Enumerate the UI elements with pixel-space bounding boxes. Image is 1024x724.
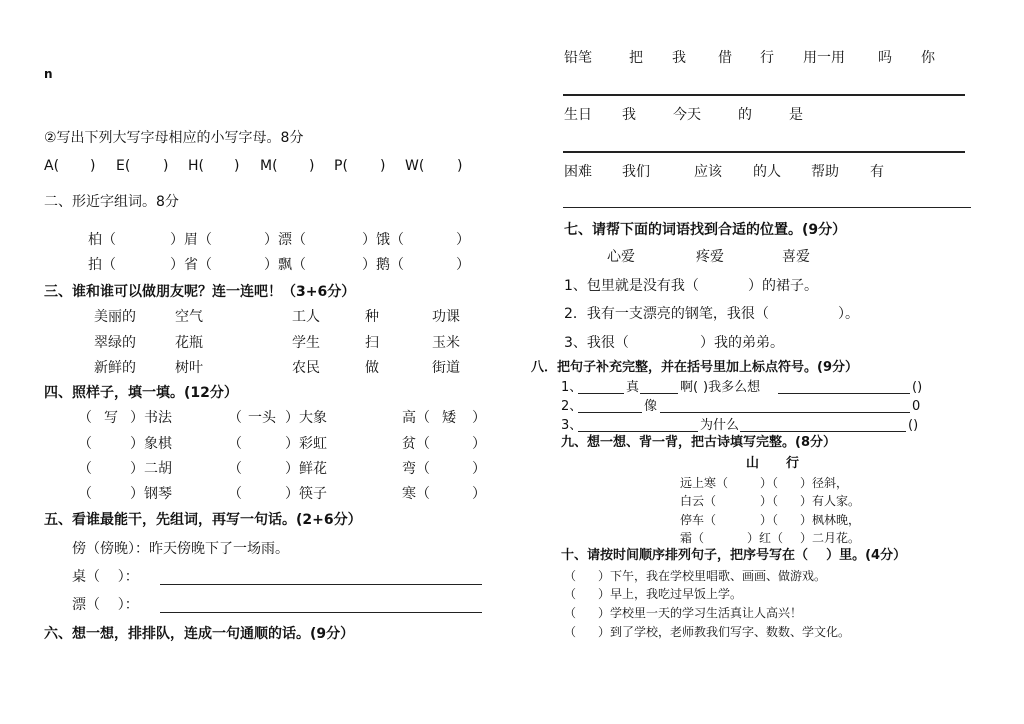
scramble-word: 帮助 (811, 164, 839, 180)
bracket: （ (228, 410, 242, 426)
scramble-word: 吗 (878, 50, 892, 66)
sentence-part: ）我的弟弟。 (700, 335, 784, 351)
example-answer: 矮 (442, 410, 456, 426)
antonym-word: 贫（ (402, 436, 430, 452)
antonym-word: 寒（ (402, 486, 430, 502)
phrase: ）书法 (130, 410, 172, 426)
bracket: （ (78, 436, 92, 452)
order-bracket: （ (564, 587, 577, 601)
phrase: ）二胡 (130, 461, 172, 477)
section-9-title: 九、想一想、背一背，把古诗填写完整。(8分） (561, 435, 836, 450)
poem-part: ）（ (760, 494, 779, 508)
section-5-prompt-1: 桌（ ）： (72, 569, 139, 585)
word-cell: ）眉（ (170, 232, 212, 248)
poem-part: 远上寒（ (680, 476, 729, 490)
blank-close: ) (380, 158, 386, 174)
match-word: 工人 (292, 309, 320, 325)
scramble-word: 借 (718, 50, 732, 66)
phrase: ）钢琴 (130, 486, 172, 502)
item-number: 3、 (561, 418, 583, 433)
section-5-example: 傍（傍晚）：昨天傍晚下了一场雨。 (72, 541, 289, 557)
section-10-title: 十、请按时间顺序排列句子，把序号写在（ ）里。(4分） (561, 548, 907, 563)
sentence-part: 像 (644, 399, 658, 414)
bracket: （ (228, 486, 242, 502)
word-bank-item: 心爱 (607, 249, 635, 265)
blank-line[interactable] (578, 431, 698, 432)
answer-line[interactable] (160, 612, 482, 613)
example-answer: 写 (104, 410, 118, 426)
stray-mark: n (44, 67, 53, 81)
word-cell: ）漂（ (264, 232, 306, 248)
letter-h: H( (188, 158, 204, 174)
sentence-part: )我多么想 (703, 380, 761, 395)
bracket: ） (472, 486, 486, 502)
scramble-word: 用一用 (803, 50, 845, 66)
word-cell: ） (456, 257, 470, 273)
match-word: 学生 (292, 335, 320, 351)
scramble-word: 困难 (564, 164, 592, 180)
answer-line[interactable] (563, 94, 965, 96)
match-word: 做 (365, 360, 379, 376)
scramble-word: 我 (672, 50, 686, 66)
sentence-part: 1、包里就是没有我（ (564, 278, 699, 294)
item-number: 1、 (561, 380, 583, 395)
scramble-word: 把 (629, 50, 643, 66)
blank-line[interactable] (578, 393, 624, 394)
sentence: ）到了学校，老师教我们写字、数数、学文化。 (598, 625, 851, 639)
q2-title: ②写出下列大写字母相应的小写字母。8分 (44, 130, 304, 146)
scramble-word: 生日 (564, 107, 592, 123)
scramble-word: 铅笔 (564, 50, 592, 66)
letter-e: E( (116, 158, 131, 174)
blank-line[interactable] (640, 393, 678, 394)
bracket: （ (78, 486, 92, 502)
blank-line[interactable] (578, 412, 642, 413)
bracket: （ (228, 461, 242, 477)
sentence-part: 2．我有一支漂亮的钢笔，我很（ (564, 306, 769, 322)
phrase: ）大象 (285, 410, 327, 426)
scramble-word: 你 (921, 50, 935, 66)
antonym-word: 高（ (402, 410, 430, 426)
word-bank-item: 喜爱 (782, 249, 810, 265)
section-4-title: 四、照样子，填一填。(12分） (44, 385, 238, 401)
match-word: 街道 (432, 360, 460, 376)
phrase: ）鲜花 (285, 461, 327, 477)
phrase: ）象棋 (130, 436, 172, 452)
word-bank-item: 疼爱 (696, 249, 724, 265)
phrase: ）彩虹 (285, 436, 327, 452)
match-word: 花瓶 (175, 335, 203, 351)
punctuation-brackets: () (912, 380, 923, 395)
section-5-prompt-2: 漂（ ）： (72, 597, 139, 613)
blank-close: ) (163, 158, 169, 174)
item-number: 2、 (561, 399, 583, 414)
poem-part: 白云（ (680, 494, 717, 508)
section-7-title: 七、请帮下面的词语找到合适的位置。(9分） (564, 222, 847, 238)
sentence-part: 为什么 (700, 418, 740, 433)
letter-a: A( (44, 158, 60, 174)
scramble-word: 的 (738, 107, 752, 123)
blank-close: ) (90, 158, 96, 174)
scramble-word: 是 (789, 107, 803, 123)
bracket: （ (228, 436, 242, 452)
sentence: ）早上，我吃过早饭上学。 (598, 587, 743, 601)
antonym-word: 弯（ (402, 461, 430, 477)
answer-line[interactable] (160, 584, 482, 585)
letter-p: P( (334, 158, 348, 174)
order-bracket: （ (564, 625, 577, 639)
match-word: 玉米 (432, 335, 460, 351)
poem-part: 停车（ (680, 513, 717, 527)
sentence-part: 真 (626, 380, 640, 395)
poem-part: ）（ (760, 513, 779, 527)
match-word: 农民 (292, 360, 320, 376)
poem-part: ）径斜， (800, 476, 849, 490)
blank-line[interactable] (660, 412, 910, 413)
example-answer: 一头 (248, 410, 276, 426)
sentence: ）下午，我在学校里唱歌、画画、做游戏。 (598, 569, 827, 583)
scramble-word: 行 (760, 50, 774, 66)
sentence-part: 3、我很（ (564, 335, 629, 351)
poem-part: ）红（ (747, 531, 784, 545)
section-6-title: 六、想一想，排排队，连成一句通顺的话。(9分） (44, 626, 355, 642)
bracket: ） (472, 436, 486, 452)
poem-part: ）有人家。 (800, 494, 861, 508)
blank-line[interactable] (778, 393, 910, 394)
poem-part: ）（ (760, 476, 779, 490)
punctuation-brackets: () (908, 418, 919, 433)
match-word: 美丽的 (94, 309, 136, 325)
scramble-word: 我们 (622, 164, 650, 180)
bracket: ） (472, 410, 486, 426)
blank-close: ) (309, 158, 315, 174)
word-cell: ）鹅（ (362, 257, 404, 273)
word-cell: ）飘（ (264, 257, 306, 273)
word-cell: ）饿（ (362, 232, 404, 248)
match-word: 种 (365, 309, 379, 325)
section-2-title: 二、形近字组词。8分 (44, 194, 179, 210)
section-3-title: 三、谁和谁可以做朋友呢？连一连吧！（3+6分） (44, 284, 356, 300)
word-cell: ） (456, 232, 470, 248)
scramble-word: 的人 (753, 164, 781, 180)
match-word: 翠绿的 (94, 335, 136, 351)
letter-w: W( (405, 158, 425, 174)
bracket: （ (78, 410, 92, 426)
answer-line[interactable] (563, 207, 971, 208)
word-cell: 柏（ (88, 232, 116, 248)
scramble-word: 我 (622, 107, 636, 123)
section-5-title: 五、看谁最能干，先组词，再写一句话。(2+6分） (44, 512, 362, 528)
sentence-part: ）。 (838, 306, 859, 322)
blank-line[interactable] (740, 431, 906, 432)
sentence-part: ）的裙子。 (748, 278, 818, 294)
letter-m: M( (260, 158, 278, 174)
scramble-word: 有 (870, 164, 884, 180)
match-word: 功课 (432, 309, 460, 325)
punctuation-mark: 0 (912, 399, 921, 414)
bracket: （ (78, 461, 92, 477)
word-cell: 拍（ (88, 257, 116, 273)
order-bracket: （ (564, 569, 577, 583)
poem-part: ）二月花。 (800, 531, 861, 545)
scramble-word: 应该 (694, 164, 722, 180)
poem-part: 霜（ (680, 531, 705, 545)
poem-title-char: 行 (786, 456, 800, 471)
poem-part: ）枫林晚， (800, 513, 861, 527)
section-8-title: 八．把句子补充完整，并在括号里加上标点符号。(9分） (531, 360, 858, 375)
sentence: ）学校里一天的学习生活真让人高兴！ (598, 606, 803, 620)
blank-close: ) (457, 158, 463, 174)
word-cell: ）省（ (170, 257, 212, 273)
order-bracket: （ (564, 606, 577, 620)
match-word: 树叶 (175, 360, 203, 376)
scramble-word: 今天 (673, 107, 701, 123)
match-word: 扫 (365, 335, 379, 351)
match-word: 新鲜的 (94, 360, 136, 376)
match-word: 空气 (175, 309, 203, 325)
bracket: ） (472, 461, 486, 477)
poem-title-char: 山 (746, 456, 760, 471)
answer-line[interactable] (563, 151, 965, 153)
phrase: ）筷子 (285, 486, 327, 502)
blank-close: ) (234, 158, 240, 174)
sentence-part: 啊( (680, 380, 699, 395)
